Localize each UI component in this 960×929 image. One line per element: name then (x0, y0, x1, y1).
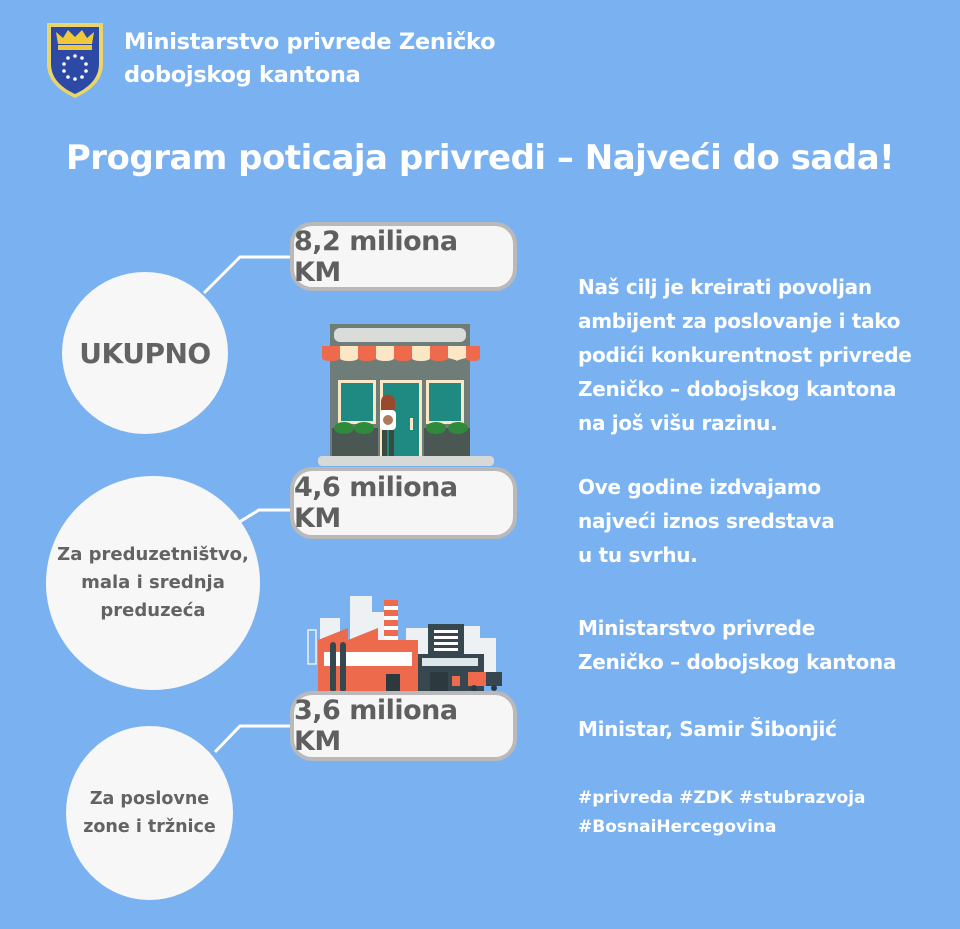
business-zones-circle (66, 726, 233, 900)
text-line: Ministar, Samir Šibonjić (578, 717, 837, 741)
storefront-illustration-icon (318, 318, 502, 468)
coat-of-arms-icon (44, 20, 106, 100)
sme-label-line: Za preduzetništvo, (57, 544, 249, 565)
text-line: Naš cilj je kreirati povoljan (578, 275, 872, 299)
goal-paragraph (578, 270, 912, 440)
org-name-line: dobojskog kantona (124, 62, 361, 88)
signature-org (578, 611, 896, 679)
zones-label-line: zone i tržnice (83, 817, 216, 837)
org-name (124, 26, 495, 92)
hashtag-line[interactable]: #privreda #ZDK #stubrazvoja (578, 788, 866, 808)
text-line: Zeničko – dobojskog kantona (578, 650, 897, 674)
hashtag-line[interactable]: #BosnaiHercegovina (578, 817, 777, 837)
sme-label-line: preduzeća (100, 600, 206, 621)
funding-paragraph (578, 470, 834, 572)
sme-circle (46, 476, 260, 690)
zones-amount-badge: 3,6 miliona KM (290, 691, 517, 761)
hashtags (578, 784, 866, 842)
sme-label-line: mala i srednja (81, 572, 225, 593)
text-line: ambijent za poslovanje i tako (578, 309, 901, 333)
text-line: u tu svrhu. (578, 543, 698, 567)
total-amount-badge: 8,2 miliona KM (290, 222, 517, 291)
text-line: Zeničko – dobojskog kantona (578, 377, 897, 401)
text-line: Ove godine izdvajamo (578, 475, 821, 499)
zones-label-line: Za poslovne (89, 789, 210, 809)
text-line: Ministarstvo privrede (578, 616, 815, 640)
factory-illustration-icon (300, 588, 510, 692)
page-title: Program poticaja privredi – Najveći do sada! (65, 138, 895, 178)
text-line: podići konkurentnost privrede (578, 343, 912, 367)
total-circle (62, 272, 228, 434)
org-name-line: Ministarstvo privrede Zeničko (124, 29, 496, 55)
text-line: na još višu razinu. (578, 411, 778, 435)
text-line: najveći iznos sredstava (578, 509, 835, 533)
total-label: UKUPNO (79, 336, 211, 370)
sme-amount-badge: 4,6 miliona KM (290, 467, 517, 539)
signature-minister (578, 712, 837, 746)
